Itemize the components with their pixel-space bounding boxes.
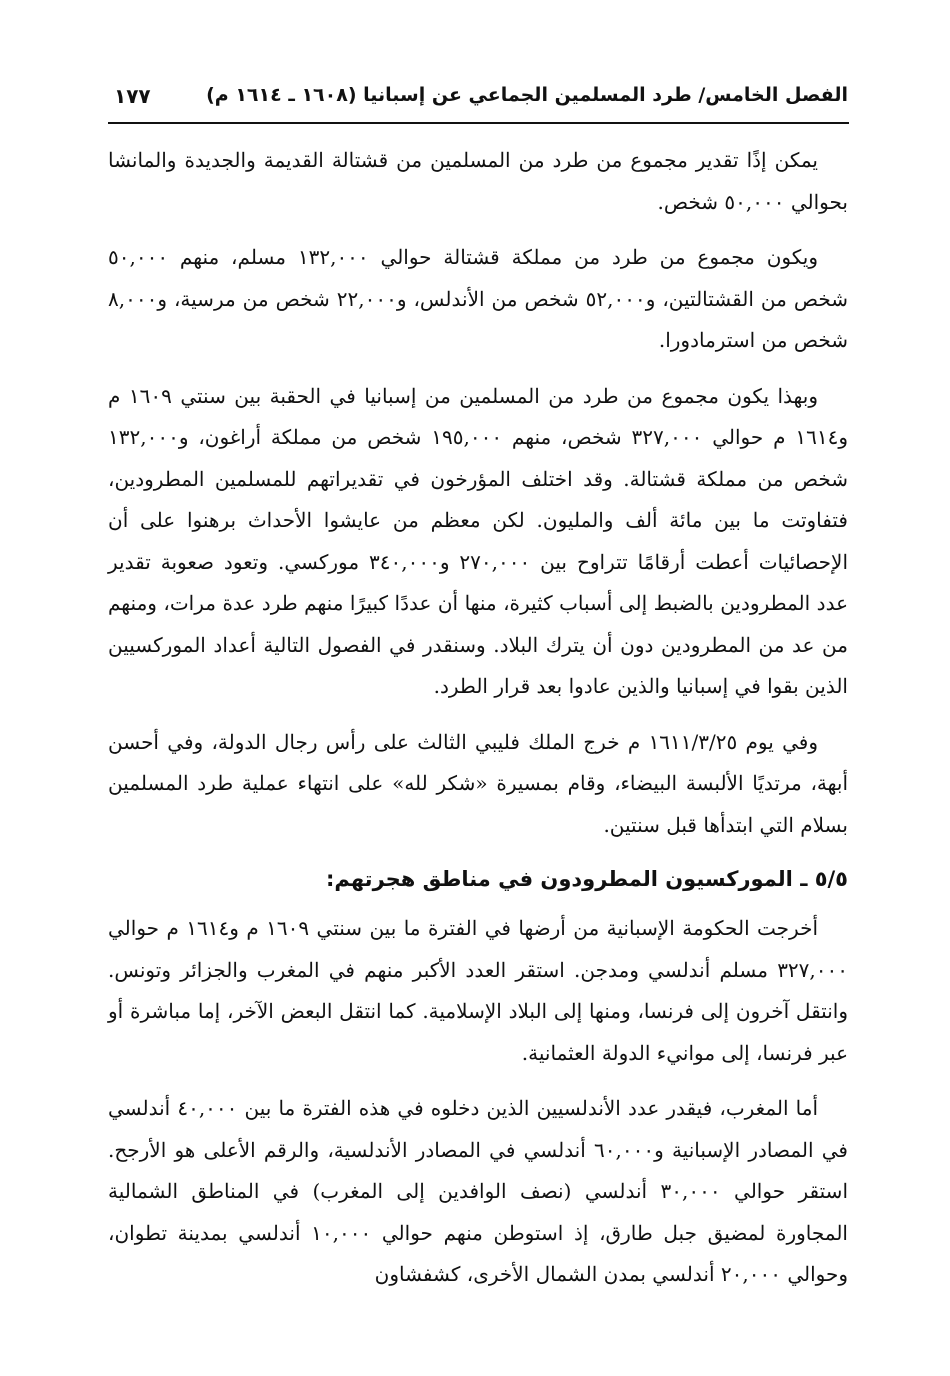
paragraph: وفي يوم ١٦١١/٣/٢٥ م خرج الملك فليبي الثالث على رأس رجال الدولة، وفي أحسن أبهة، مرتديًا الألبسة البيضاء، وقام بمسيرة «شكر لله» على انتهاء عملية طرد المسلمين بسلام التي ابتدأها قبل سنتين. <box>108 729 848 837</box>
page-number: ١٧٧ <box>114 84 151 108</box>
paragraph: يمكن إذًا تقدير مجموع من طرد من المسلمين من قشتالة القديمة والجديدة والمانشا بحوالي ٥٠,٠٠٠ شخص. <box>108 148 848 214</box>
paragraph: وبهذا يكون مجموع من طرد من المسلمين من إسبانيا في الحقبة بين سنتي ١٦٠٩ م و١٦١٤ م حوالي ٣٢٧,٠٠٠ شخص، منهم ١٩٥,٠٠٠ شخص من مملكة أراغون، و١٣٢,٠٠٠ شخص من مملكة قشتالة. وقد اختلف المؤرخون في تقديراتهم للمسلمين المطرودين، فتفاوتت ما بين مائة ألف والمليون. لكن معظم من عايشوا الأحداث برهنوا على أن الإحصائيات أعطت أرقامًا تتراوح بين ٢٧٠,٠٠٠ و٣٤٠,٠٠٠ موركسي. وتعود صعوبة تقدير عدد المطرودين بالضبط إلى أسباب كثيرة، منها أن عددًا كبيرًا منهم طرد عدة مرات، ومنهم من عد من المطرودين دون أن يترك البلاد. وسنقدر في الفصول التالية أعداد الموركسيين الذين بقوا في إسبانيا والذين عادوا بعد قرار الطرد. <box>108 383 849 698</box>
paragraph: أخرجت الحكومة الإسبانية من أرضها في الفترة ما بين سنتي ١٦٠٩ م و١٦١٤ م حوالي ٣٢٧,٠٠٠ مسلم أندلسي ومدجن. استقر العدد الأكبر منهم في المغرب والجزائر وتونس. وانتقل آخرون إلى فرنسا، ومنها إلى البلاد الإسلامية. كما انتقل البعض الآخر، إما مباشرة أو عبر فرنسا، إلى موانيء الدولة العثمانية. <box>108 916 848 1065</box>
running-header <box>108 80 848 116</box>
section-heading: ٥/٥ ـ الموركسيون المطرودون في مناطق هجرتهم: <box>325 867 848 891</box>
header-rule <box>108 122 849 124</box>
chapter-title: الفصل الخامس/ طرد المسلمين الجماعي عن إسبانيا (١٦٠٨ ـ ١٦١٤ م) <box>206 84 848 106</box>
paragraph: ويكون مجموع من طرد من مملكة قشتالة حوالي ١٣٢,٠٠٠ مسلم، منهم ٥٠,٠٠٠ شخص من القشتالتين، و٥٢,٠٠٠ شخص من الأندلس، و٢٢,٠٠٠ شخص من مرسية، و٨,٠٠٠ شخص من استرمادورا. <box>108 245 848 352</box>
page-body <box>108 140 848 1310</box>
paragraph: أما المغرب، فيقدر عدد الأندلسيين الذين دخلوه في هذه الفترة ما بين ٤٠,٠٠٠ أندلسي في المصادر الإسبانية و٦٠,٠٠٠ أندلسي في المصادر الأندلسية، والرقم الأعلى هو الأرجح. استقر حوالي ٣٠,٠٠٠ أندلسي (نصف الوافدين إلى المغرب) في المناطق الشمالية المجاورة لمضيق جبل طارق، إذ استوطن منهم حوالي ١٠,٠٠٠ أندلسي بمدينة تطوان، وحوالي ٢٠,٠٠٠ أندلسي بمدن الشمال الأخرى، كشفشاون <box>108 1096 848 1286</box>
